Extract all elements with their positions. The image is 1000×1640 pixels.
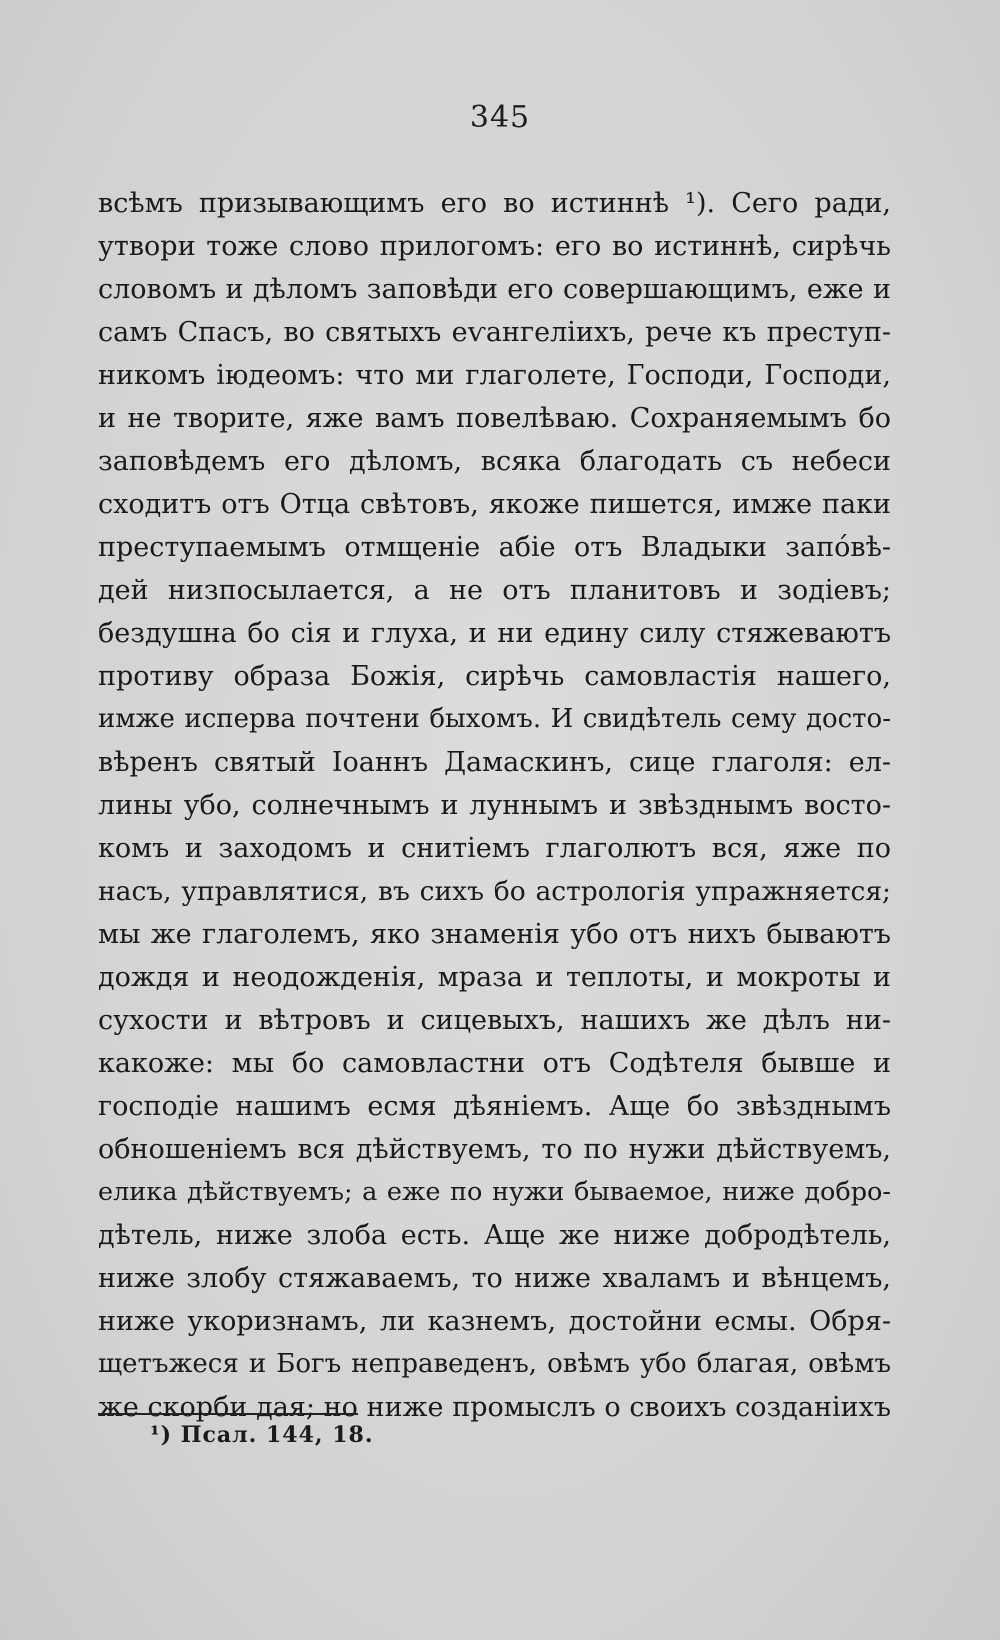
text-line: словомъ и дѣломъ заповѣди его совершающимъ, еже и: [98, 274, 891, 305]
footnote-rule: [98, 1413, 358, 1415]
text-line: утвори тоже слово прилогомъ: его во истиннѣ, сирѣчь: [98, 231, 891, 262]
text-line: всѣмъ призывающимъ его во истиннѣ ¹). Сего ради,: [98, 188, 891, 219]
text-line: вѣренъ святый Iоаннъ Дамаскинъ, сице глаголя: ел-: [98, 747, 891, 778]
page-number: 345: [469, 100, 531, 135]
text-line: противу образа Божiя, сирѣчь самовластiя нашего,: [98, 661, 891, 692]
footnote-text: Псал. 144, 18.: [180, 1422, 374, 1448]
text-line: елика дѣйствуемъ; а еже по нужи бываемое, ниже добро-: [98, 1177, 891, 1207]
text-line: и не творите, яже вамъ повелѣваю. Сохраняемымъ бо: [98, 403, 891, 434]
text-line: преступаемымъ отмщенiе абiе отъ Владыки запо́вѣ-: [98, 532, 891, 563]
text-line: имже исперва почтени быхомъ. И свидѣтель сему досто-: [98, 704, 891, 734]
footnote: [150, 1422, 374, 1448]
text-line: сухости и вѣтровъ и сицевыхъ, нашихъ же дѣлъ ни-: [98, 1005, 891, 1036]
text-line: обношенiемъ вся дѣйствуемъ, то по нужи дѣйствуемъ,: [98, 1134, 891, 1165]
text-line: мы же глаголемъ, яко знаменiя убо отъ нихъ бываютъ: [98, 919, 891, 950]
text-line: ниже укоризнамъ, ли казнемъ, достойни есмы. Обря-: [98, 1306, 891, 1337]
body-text: [98, 182, 891, 1429]
text-line: дей низпосылается, а не отъ планитовъ и зодiевъ;: [98, 575, 891, 606]
text-line: комъ и заходомъ и снитiемъ глаголютъ вся, яже по: [98, 833, 891, 864]
text-line: лины убо, солнечнымъ и луннымъ и звѣзднымъ восто-: [98, 790, 891, 821]
text-line: какоже: мы бо самовластни отъ Содѣтеля бывше и: [98, 1048, 891, 1079]
footnote-marker: ¹): [150, 1422, 173, 1448]
text-line: щетъжеся и Богъ неправеденъ, овѣмъ убо благая, овѣмъ: [98, 1349, 891, 1379]
text-line: дождя и неодожденiя, мраза и теплоты, и мокроты и: [98, 962, 891, 993]
text-line: сходитъ отъ Отца свѣтовъ, якоже пишется, имже паки: [98, 489, 891, 520]
text-line: господiе нашимъ есмя дѣянiемъ. Аще бо звѣзднымъ: [98, 1091, 891, 1122]
text-line: заповѣдемъ его дѣломъ, всяка благодать съ небеси: [98, 446, 891, 477]
text-line: дѣтель, ниже злоба есть. Аще же ниже добродѣтель,: [98, 1220, 891, 1251]
text-line: насъ, управлятися, въ сихъ бо астрологiя упражняется;: [98, 876, 891, 907]
text-line: самъ Спасъ, во святыхъ еѵангелiихъ, рече къ преступ-: [98, 317, 891, 348]
text-line: никомъ iюдеомъ: что ми глаголете, Господи, Господи,: [98, 360, 891, 391]
text-line: бездушна бо сiя и глуха, и ни едину силу стяжеваютъ: [98, 618, 891, 649]
text-line: же скорби дая; но ниже промыслъ о своихъ созданiихъ: [98, 1392, 891, 1423]
text-line: ниже злобу стяжаваемъ, то ниже хваламъ и вѣнцемъ,: [98, 1263, 891, 1294]
